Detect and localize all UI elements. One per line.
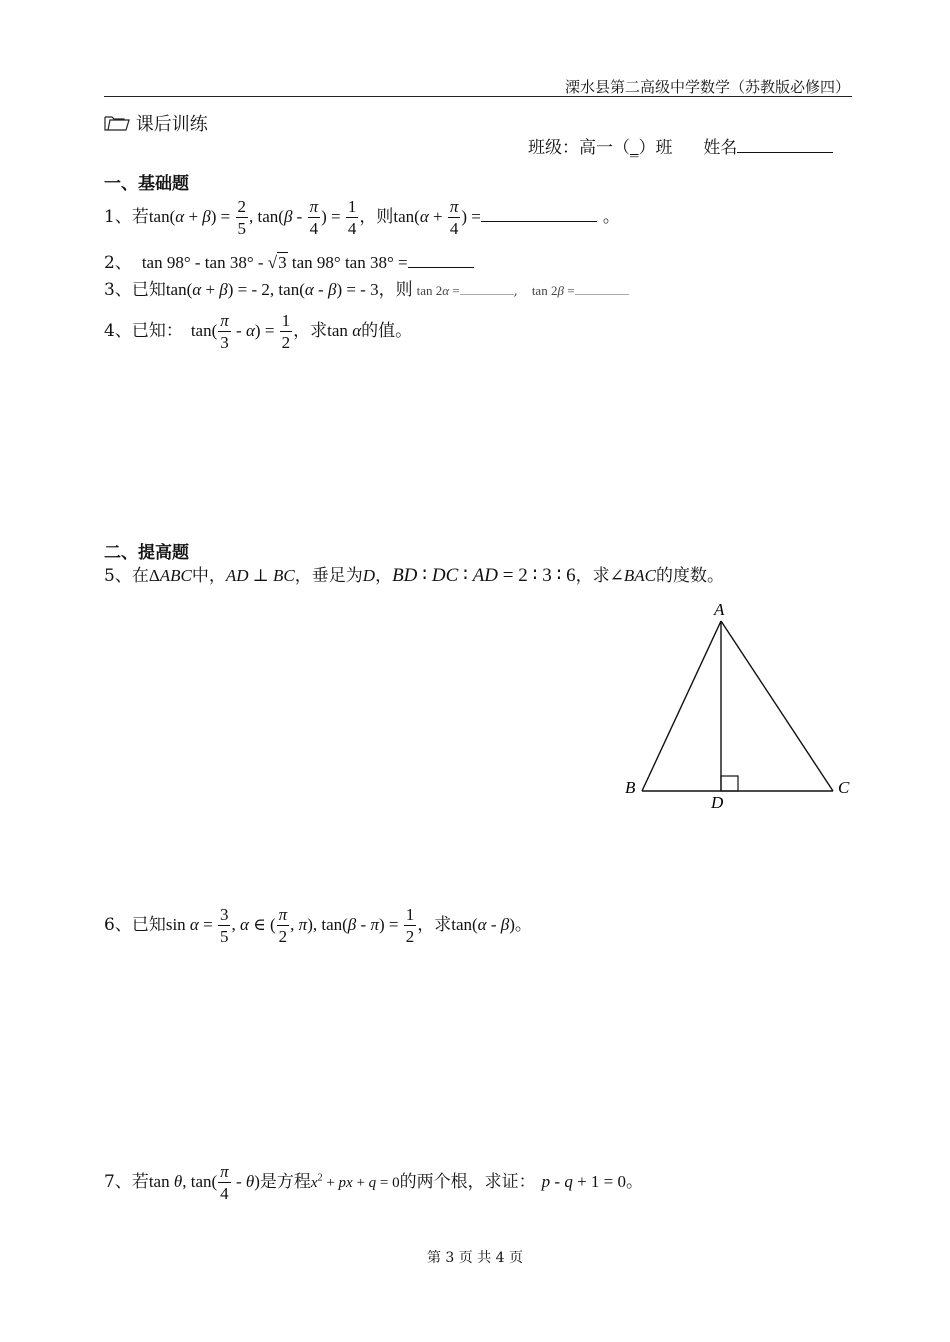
question-1: 1、若tan(α + β) = $\frac{2}{5}$ , tan(β - $\frac{\pi}{4}$ ) = $\frac{1}{4}$ ，则tan(α + $\frac{\pi}{4}$ ) = 。 [104, 197, 620, 238]
label-b: B [625, 778, 636, 797]
label-c: C [838, 778, 850, 797]
label-d: D [711, 793, 724, 812]
question-7: 7、若tan θ, tan( $\frac{\pi}{4}$ - θ)是方程$x^2$ + px + q = 0的两个根，求证： p - q + 1 = 0。 [104, 1162, 643, 1203]
q3-blank-2beta[interactable] [575, 294, 629, 295]
class-label: 班级：高一（ [528, 138, 630, 158]
question-3: 3、已知tan(α + β) = - 2, tan(α - β) = - 3，则 tan 2α = , tan 2β = [104, 281, 629, 299]
name-blank[interactable] [737, 152, 833, 153]
side-ab [642, 621, 721, 791]
triangle-figure [600, 595, 870, 815]
header-rule [104, 96, 852, 97]
section-heading [104, 110, 208, 137]
question-2: 2、 tan 98° - tan 38° - √3 tan 98° tan 38° = [104, 254, 474, 272]
label-a: A [714, 600, 725, 619]
right-angle-mark [721, 776, 738, 791]
q1-answer-blank[interactable] [481, 221, 597, 222]
section-advanced: 二、提高题 [104, 543, 189, 563]
folder-icon [104, 114, 130, 137]
question-5: 5、在ΔABC中，AD ⊥ BC，垂足为D，BD ∶ DC ∶ AD = 2 ∶ 3 ∶ 6，求∠BAC的度数。 [104, 565, 724, 586]
question-6: 6、已知sin α = $\frac{3}{5}$ , α ∈ ( $\frac{\pi}{2}$ , π), tan(β - π) = $\frac{1}{2}$ ，求tan(α - β)。 [104, 905, 532, 946]
section-title: 课后训练 [135, 114, 208, 135]
question-4: 4、已知： tan( $\frac{\pi}{3}$ - α) = $\frac{1}{2}$ ，求tan α的值。 [104, 311, 413, 352]
section-basic: 一、基础题 [104, 174, 189, 194]
class-suffix: ）班 [638, 138, 673, 158]
side-ac [721, 621, 833, 791]
class-blank[interactable]: _ [630, 138, 639, 158]
q2-answer-blank[interactable] [408, 267, 474, 268]
q3-blank-2alpha[interactable] [460, 294, 514, 295]
name-label: 姓名 [703, 138, 738, 158]
class-name-line [528, 140, 833, 157]
header-title: 溧水县第二高级中学数学（苏教版必修四） [564, 78, 850, 96]
page-footer: 第 3 页 共 4 页 [426, 1250, 524, 1266]
